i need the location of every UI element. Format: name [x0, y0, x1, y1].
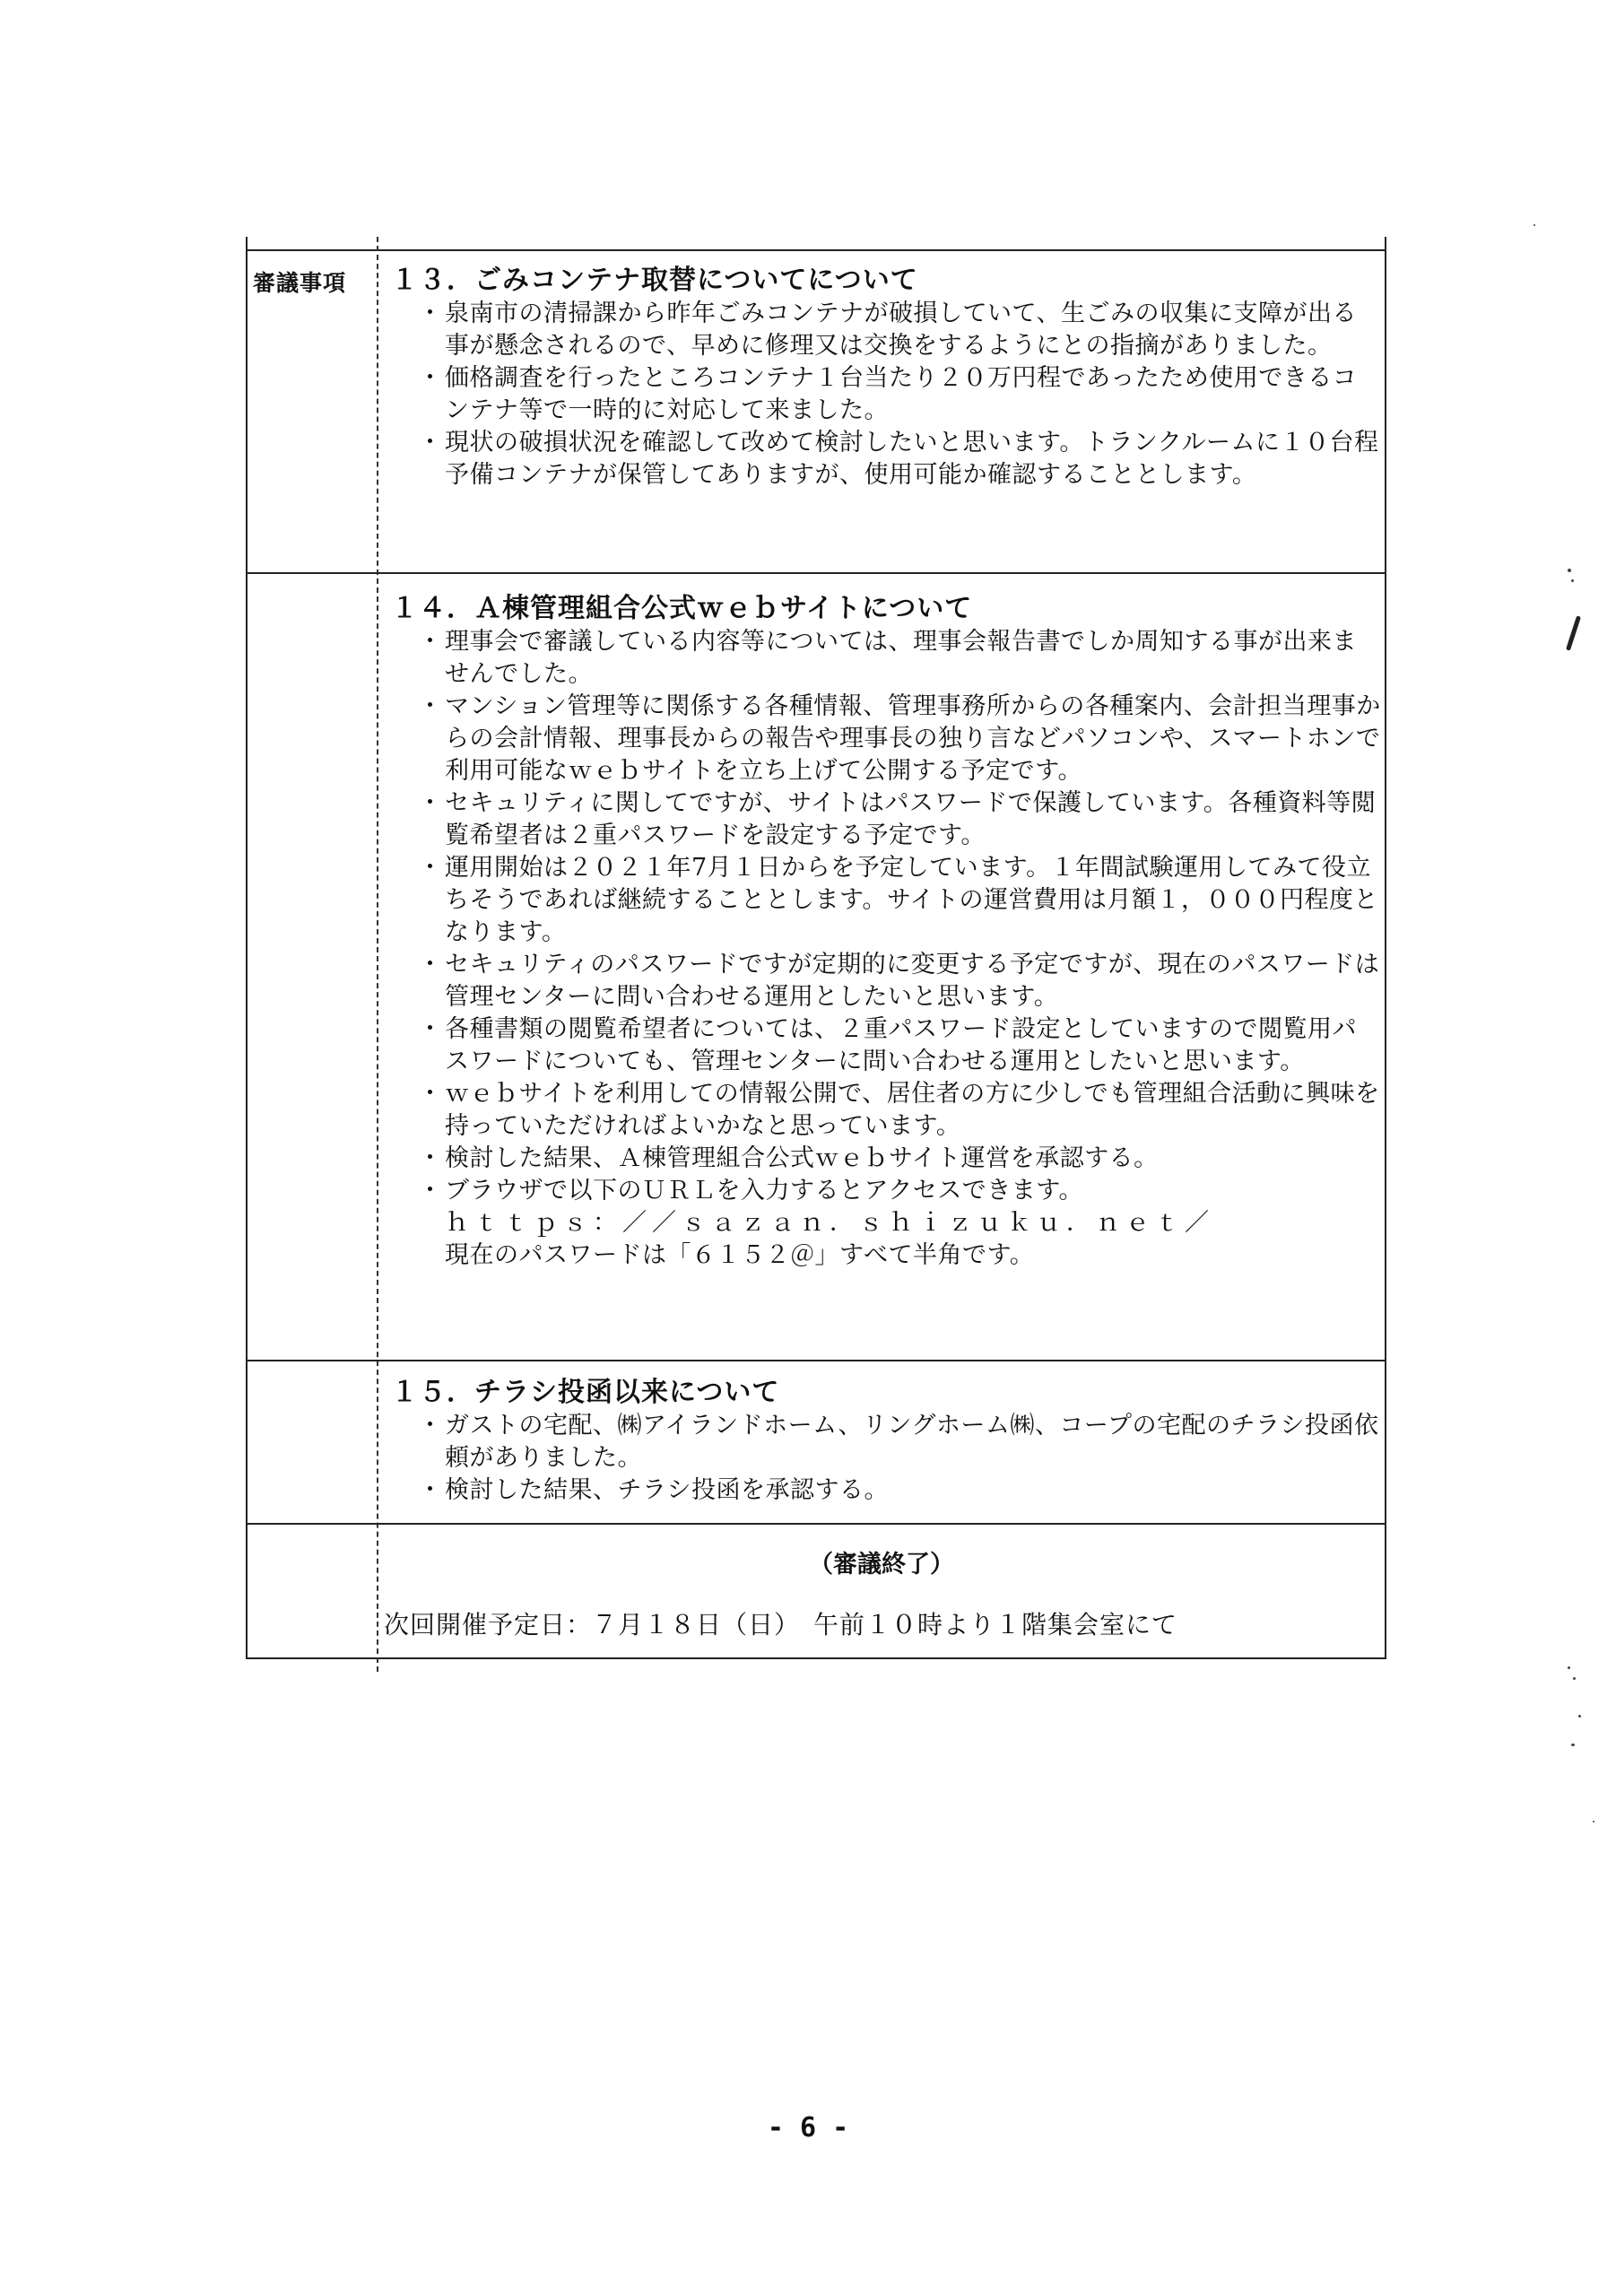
- item-text: セキュリティに関してですが、サイトはパスワードで保護しています。各種資料等閲覧希望者は２重パスワードを設定する予定です。: [445, 789, 1377, 849]
- bullet: ・: [418, 429, 443, 457]
- bullet: ・: [418, 692, 443, 720]
- bullet: ・: [418, 300, 443, 327]
- item-text: 価格調査を行ったところコンテナ１台当たり２０万円程であったため使用できるコンテナ等で一時的に対応して来ました。: [445, 364, 1358, 424]
- deliberation-items-label: 審議事項: [253, 270, 347, 296]
- list-item: [387, 691, 1381, 787]
- scan-pen-mark: [1566, 615, 1581, 651]
- scan-speck: [1533, 224, 1535, 226]
- list-item: [387, 852, 1381, 949]
- section-13: [387, 264, 1381, 491]
- list-item: [387, 1013, 1381, 1078]
- section-14: [387, 592, 1381, 1272]
- list-item: [387, 362, 1381, 427]
- list-item: [387, 1078, 1381, 1143]
- item-text: 検討した結果、Ａ棟管理組合公式ｗｅｂサイト運営を承認する。: [445, 1144, 1159, 1172]
- list-item: [387, 1474, 1381, 1507]
- list-item: [387, 1143, 1381, 1175]
- section-title: １５．チラシ投函以来について: [391, 1377, 780, 1408]
- list-item: [387, 298, 1381, 362]
- item-text: 各種書類の閲覧希望者については、２重パスワード設定としていますので閲覧用パスワードについても、管理センターに問い合わせる運用としたいと思います。: [445, 1015, 1357, 1075]
- scan-speck: [1571, 579, 1574, 582]
- next-meeting-notice: 次回開催予定日：７月１８日（日） 午前１０時より１階集会室にて: [384, 1610, 1178, 1639]
- website-url: ｈｔｔｐｓ：／／ｓａｚａｎ．ｓｈｉｚｕｋｕ．ｎｅｔ／: [445, 1209, 1214, 1237]
- scan-speck: [1573, 1677, 1576, 1680]
- bullet: ・: [418, 1412, 443, 1439]
- bullet: ・: [418, 1015, 443, 1043]
- bullet: ・: [418, 789, 443, 817]
- bullet: ・: [418, 364, 443, 392]
- list-item: [387, 1175, 1381, 1207]
- bullet: ・: [418, 628, 443, 656]
- scan-speck: [1571, 1744, 1575, 1746]
- bullet: ・: [418, 951, 443, 978]
- item-text: 理事会で審議している内容等については、理事会報告書でしか周知する事が出来ませんでした。: [445, 628, 1357, 688]
- item-text: 現状の破損状況を確認して改めて検討したいと思います。トランクルームに１０台程予備コンテナが保管してありますが、使用可能か確認することとします。: [445, 429, 1379, 489]
- item-text: セキュリティのパスワードですが定期的に変更する予定ですが、現在のパスワードは管理センターに問い合わせる運用としたいと思います。: [445, 951, 1380, 1011]
- list-item: [387, 949, 1381, 1013]
- bullet: ・: [418, 1476, 443, 1504]
- scan-speck: [1578, 1715, 1581, 1718]
- scan-speck: [1568, 569, 1571, 572]
- item-text: マンション管理等に関係する各種情報、管理事務所からの各種案内、会計担当理事からの会計情報、理事長からの報告や理事長の独り言などパソコンや、スマートホンで利用可能なｗｅｂサイトを立ち上げて公開する予定です。: [445, 692, 1381, 785]
- section-15: [387, 1376, 1381, 1507]
- row-divider-2: [246, 1360, 1386, 1361]
- item-text: ブラウザで以下のＵＲＬを入力するとアクセスできます。: [445, 1177, 1084, 1205]
- item-text: ガストの宅配、㈱アイランドホーム、リングホーム㈱、コープの宅配のチラシ投函依頼がありました。: [445, 1412, 1379, 1472]
- item-text: 運用開始は２０２１年7月１日からを予定しています。１年間試験運用してみて役立ちそうであれば継続することとします。サイトの運営費用は月額１，０００円程度となります。: [445, 854, 1378, 946]
- scan-speck: [1568, 1666, 1570, 1669]
- list-item: [387, 427, 1381, 491]
- list-item: [387, 787, 1381, 852]
- row-divider-1: [246, 572, 1386, 574]
- table-column-divider: [377, 237, 378, 1672]
- bullet: ・: [418, 1144, 443, 1172]
- section-title: １４．Ａ棟管理組合公式ｗｅｂサイトについて: [391, 593, 973, 624]
- bullet: ・: [418, 854, 443, 882]
- bullet: ・: [418, 1177, 443, 1205]
- item-text: 泉南市の清掃課から昨年ごみコンテナが破損していて、生ごみの収集に支障が出る事が懸念されるので、早めに修理又は交換をするようにとの指摘がありました。: [445, 300, 1357, 360]
- scan-speck: [1593, 1821, 1594, 1822]
- section-title: １３．ごみコンテナ取替についてについて: [391, 265, 918, 296]
- list-item: [387, 1410, 1381, 1474]
- deliberation-end-label: （審議終了）: [809, 1551, 954, 1578]
- row-divider-3: [246, 1523, 1386, 1525]
- item-text: 検討した結果、チラシ投函を承認する。: [445, 1476, 889, 1504]
- password-note: 現在のパスワードは「６１５２＠」すべて半角です。: [445, 1241, 1035, 1269]
- item-text: ｗｅｂサイトを利用しての情報公開で、居住者の方に少しでも管理組合活動に興味を持っていただければよいかなと思っています。: [445, 1080, 1380, 1140]
- page-number: - 6 -: [767, 2112, 849, 2144]
- list-item: [387, 626, 1381, 691]
- bullet: ・: [418, 1080, 443, 1108]
